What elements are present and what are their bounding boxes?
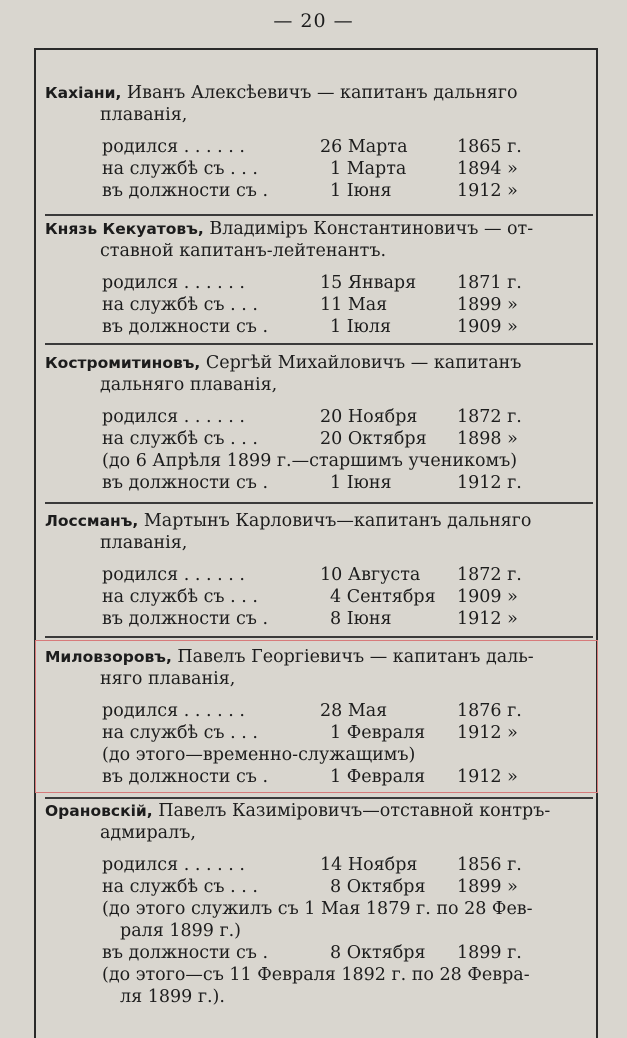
row-date: 1 Іюля xyxy=(330,317,392,337)
entry-title-cont: ставной капитанъ-лейтенантъ. xyxy=(100,241,387,261)
entry-title-cont: плаванія, xyxy=(100,533,188,553)
row-born xyxy=(102,564,593,586)
entry-oranovsky xyxy=(45,800,593,1015)
row-label: на службѣ съ . . . xyxy=(102,295,258,315)
row-year: 1912 » xyxy=(457,181,518,201)
row-year: 1912 » xyxy=(457,767,518,787)
row-note: (до этого—временно-служащимъ) xyxy=(102,745,416,765)
row-date: 14 Ноября xyxy=(320,855,418,875)
row-born xyxy=(102,406,593,428)
row-note: (до этого—съ 11 Февраля 1892 г. по 28 Февра- xyxy=(102,965,530,985)
row-note: (до 6 Апрѣля 1899 г.—старшимъ ученикомъ) xyxy=(102,451,518,471)
row-note: раля 1899 г.) xyxy=(120,921,242,941)
row-year: 1912 г. xyxy=(457,473,522,493)
row-date: 10 Августа xyxy=(320,565,421,585)
entry-divider xyxy=(45,797,593,799)
row-date: 15 Января xyxy=(320,273,417,293)
row-service xyxy=(102,876,593,898)
row-year: 1909 » xyxy=(457,317,518,337)
row-date: 1 Іюня xyxy=(330,473,392,493)
row-date: 1 Іюня xyxy=(330,181,392,201)
row-year: 1894 » xyxy=(457,159,518,179)
row-date: 11 Мая xyxy=(320,295,388,315)
entry-title-cont: дальняго плаванія, xyxy=(100,375,278,395)
entry-title: Павелъ Георгіевичъ — капитанъ даль- xyxy=(171,647,534,667)
row-label: родился . . . . . . xyxy=(102,855,245,875)
row-service xyxy=(102,158,593,180)
row-label: на службѣ съ . . . xyxy=(102,429,258,449)
row-position xyxy=(102,180,593,202)
row-year: 1856 г. xyxy=(457,855,522,875)
row-label: родился . . . . . . xyxy=(102,137,245,157)
row-born xyxy=(102,854,593,876)
row-year: 1899 » xyxy=(457,295,518,315)
row-label: на службѣ съ . . . xyxy=(102,587,258,607)
row-label: въ должности съ . xyxy=(102,767,269,787)
row-born xyxy=(102,136,593,158)
row-year: 1912 » xyxy=(457,723,518,743)
row-position xyxy=(102,472,593,494)
row-date: 4 Сентября xyxy=(330,587,436,607)
row-label: родился . . . . . . xyxy=(102,565,245,585)
row-label: въ должности съ . xyxy=(102,609,269,629)
entry-surname: Костромитиновъ, xyxy=(45,354,201,372)
row-date: 28 Мая xyxy=(320,701,388,721)
row-year: 1871 г. xyxy=(457,273,522,293)
row-service xyxy=(102,428,593,450)
row-born xyxy=(102,272,593,294)
row-label: на службѣ съ . . . xyxy=(102,723,258,743)
row-service xyxy=(102,294,593,316)
row-label: въ должности съ . xyxy=(102,943,269,963)
row-label: на службѣ съ . . . xyxy=(102,159,258,179)
row-year: 1865 г. xyxy=(457,137,522,157)
row-label: въ должности съ . xyxy=(102,473,269,493)
row-label: родился . . . . . . xyxy=(102,701,245,721)
row-year: 1909 » xyxy=(457,587,518,607)
entry-surname: Кахіани, xyxy=(45,84,122,102)
entry-kakhiani xyxy=(45,82,593,216)
entry-title: Павелъ Казиміровичъ—отставной контръ- xyxy=(152,801,551,821)
entry-title: Сергѣй Михайловичъ — капитанъ xyxy=(200,353,522,373)
entry-title: Иванъ Алексѣевичъ — капитанъ дальняго xyxy=(121,83,518,103)
row-label: на службѣ съ . . . xyxy=(102,877,258,897)
row-date: 1 Февраля xyxy=(330,723,426,743)
row-position xyxy=(102,942,593,964)
row-label: родился . . . . . . xyxy=(102,273,245,293)
row-date: 26 Марта xyxy=(320,137,408,157)
entry-surname: Князь Кекуатовъ, xyxy=(45,220,204,238)
row-date: 20 Октября xyxy=(320,429,427,449)
row-year: 1872 г. xyxy=(457,565,522,585)
row-label: родился . . . . . . xyxy=(102,407,245,427)
row-year: 1876 г. xyxy=(457,701,522,721)
row-position xyxy=(102,608,593,630)
entry-surname: Лоссманъ, xyxy=(45,512,139,530)
row-label: въ должности съ . xyxy=(102,181,269,201)
entry-title-cont: адмиралъ, xyxy=(100,823,196,843)
row-date: 8 Іюня xyxy=(330,609,392,629)
entry-lossman xyxy=(45,510,593,638)
row-year: 1898 » xyxy=(457,429,518,449)
page-number: — 20 — xyxy=(273,10,354,32)
row-position xyxy=(102,316,593,338)
row-year: 1872 г. xyxy=(457,407,522,427)
highlight-box xyxy=(35,640,598,793)
entry-surname: Миловзоровъ, xyxy=(45,648,172,666)
row-date: 8 Октября xyxy=(330,877,426,897)
row-label: въ должности съ . xyxy=(102,317,269,337)
entry-title: Владиміръ Константиновичъ — от- xyxy=(203,219,534,239)
row-year: 1899 г. xyxy=(457,943,522,963)
entry-title-cont: плаванія, xyxy=(100,105,188,125)
row-service xyxy=(102,586,593,608)
entry-surname: Орановскій, xyxy=(45,802,153,820)
row-date: 8 Октября xyxy=(330,943,426,963)
row-note: (до этого служилъ съ 1 Мая 1879 г. по 28 Фев- xyxy=(102,899,533,919)
row-date: 20 Ноября xyxy=(320,407,418,427)
entry-title-cont: няго плаванія, xyxy=(100,669,236,689)
row-date: 1 Февраля xyxy=(330,767,426,787)
entry-title: Мартынъ Карловичъ—капитанъ дальняго xyxy=(138,511,532,531)
row-year: 1899 » xyxy=(457,877,518,897)
row-date: 1 Марта xyxy=(330,159,407,179)
row-note: ля 1899 г.). xyxy=(120,987,225,1007)
row-year: 1912 » xyxy=(457,609,518,629)
entry-kekuatov xyxy=(45,218,593,345)
entry-kostromitinov xyxy=(45,352,593,504)
